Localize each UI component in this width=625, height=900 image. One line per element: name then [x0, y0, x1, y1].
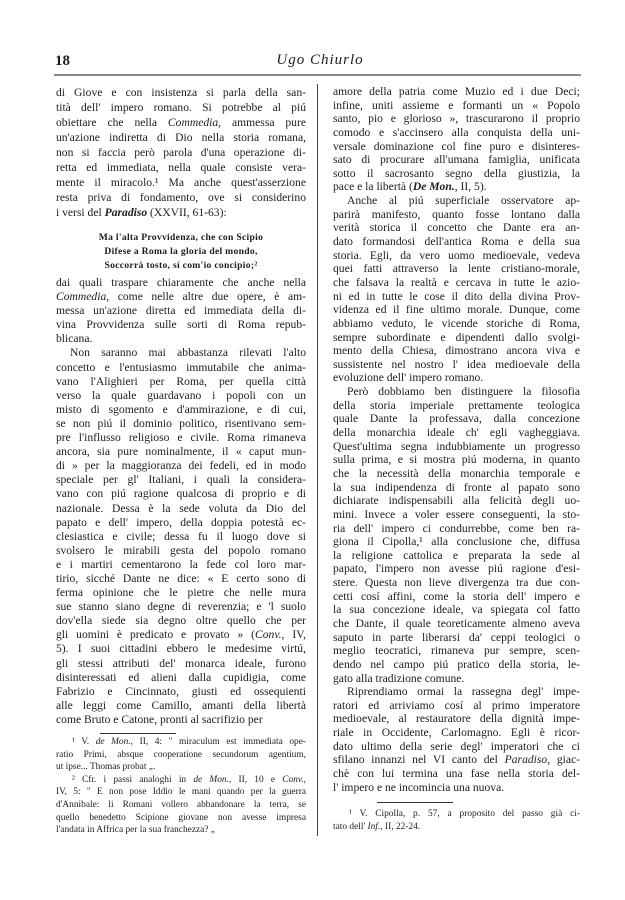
text-run: ni ed in tutte le cose il dito della divina Prov- — [333, 289, 580, 303]
text-run: tato dell' — [333, 821, 368, 832]
text-run: quale Dante la professava, dalla concezione — [333, 412, 580, 426]
text-line — [333, 576, 580, 590]
text-run: ammessa pure — [221, 116, 306, 129]
footnote — [56, 736, 306, 774]
text-line — [56, 304, 306, 318]
text-line — [333, 399, 580, 413]
text-line — [333, 276, 580, 290]
text-run: ancora, sia pure nominalmente, il « caput mun- — [56, 445, 306, 459]
text-line — [333, 303, 580, 317]
text-line — [56, 459, 306, 473]
text-line — [333, 385, 580, 399]
right-column — [333, 85, 580, 794]
text-run: infine, uniti assieme e formanti un « Popolo — [333, 98, 580, 112]
text-run: , giac- — [547, 753, 581, 767]
text-run: se non piú il dominio politico, risentivano sem- — [56, 416, 306, 430]
text-run: dai quali traspare chiaramente che anche nella — [56, 276, 306, 289]
text-line — [333, 494, 580, 508]
paragraph — [56, 85, 306, 220]
text-run: versale dominazione col fine puro e disinteres- — [333, 139, 580, 153]
emphasis-text: de Mon. — [95, 737, 131, 747]
text-line — [56, 403, 306, 417]
text-run: blicana. — [56, 332, 93, 346]
text-line — [333, 821, 580, 834]
text-line — [56, 657, 306, 671]
text-line — [56, 544, 306, 558]
text-line — [333, 262, 580, 276]
text-line — [56, 774, 306, 787]
paragraph — [56, 346, 306, 727]
text-run: mento della Chiesa, dimostrano ancora viva e — [333, 344, 580, 358]
text-run: vano con piú ragione qualcosa di proprio e di — [56, 487, 306, 501]
text-run: riale in Occidente, Carlomagno. Egli è ricor- — [333, 726, 580, 740]
text-line — [56, 572, 306, 586]
text-line — [333, 617, 580, 631]
left-footnotes — [56, 736, 306, 837]
text-line — [56, 502, 306, 516]
text-run: speciale per gl' Italiani, i quali la considera- — [56, 473, 306, 487]
text-line — [56, 786, 306, 799]
text-run: misto di sgomento e d'ammirazione, e di cui, — [56, 402, 306, 416]
text-line — [333, 699, 580, 713]
text-run: come Bruto e Catone, pronti al sacrifizio per — [56, 712, 263, 726]
verse-quote — [56, 231, 306, 273]
text-run: gli stessi attributi del' monarca ideale, furono — [56, 656, 306, 670]
text-line — [333, 249, 580, 263]
text-run: la sua indipendenza di fronte al papato sono — [333, 480, 580, 494]
text-run: papato, l'impero non avesse piú ragione d'esi- — [333, 562, 580, 576]
text-line — [56, 761, 306, 774]
text-line — [56, 736, 306, 749]
text-run: che Dante, il quale teoreticamente almeno aveva — [333, 616, 580, 630]
text-line — [333, 522, 580, 536]
paragraph — [333, 194, 580, 385]
text-run: e i martiri cementarono la fede col loro mar- — [56, 557, 306, 571]
text-run: ratori ed arriviamo cosí al primo imperatore — [333, 698, 580, 712]
text-run: dov'ella siede sia degno oltre quello che per — [56, 614, 306, 628]
text-line — [56, 100, 306, 115]
paragraph — [56, 276, 306, 346]
text-run: della storia imperiale prettamente teologica — [333, 398, 580, 412]
text-run: dendo nel campo piú pratico della storia, le- — [333, 657, 580, 671]
text-line — [333, 808, 580, 821]
text-line — [56, 290, 306, 304]
text-run: non si faccia però parola d'una operazione di- — [56, 146, 306, 159]
text-line — [56, 812, 306, 825]
text-run: parirà manifesto, quanto fosse lontano dalla — [333, 207, 580, 221]
emphasis-text: Conv. — [282, 774, 304, 785]
text-run: , II, 4: " miraculum est immediata ope- — [130, 737, 306, 747]
text-line — [56, 361, 306, 375]
text-run: Quest'ultima segna indubbiamente un progresso — [333, 439, 580, 453]
text-run: ¹ V. Cipolla, p. 57, a proposito del passo già ci- — [349, 809, 580, 819]
text-line — [333, 685, 580, 699]
text-line — [333, 344, 580, 358]
text-run: che falsava la realtà e cercava in tutte le azio- — [333, 275, 580, 289]
text-run: papato e dell' impero, della doppia potestà ec- — [56, 515, 306, 529]
text-line — [56, 175, 306, 190]
text-line — [333, 180, 580, 194]
text-line — [56, 713, 306, 727]
text-run: vina Provvidenza sulle sorti di Roma repub- — [56, 318, 306, 332]
emphasis-text: Commedia, — [167, 116, 222, 129]
text-run: sulla prima, e si mostra piú moderna, in quanto — [333, 453, 580, 467]
text-run: Ma l'alta Provvidenza, che con Scipio — [98, 232, 264, 243]
text-line — [333, 317, 580, 331]
text-run: la sua concezione ideale, va spiegata col fatto — [333, 603, 580, 617]
text-run: giona il Cipolla,¹ alla conclusione che, diffusa — [333, 535, 580, 549]
text-line — [333, 644, 580, 658]
text-line — [56, 685, 306, 699]
text-line — [333, 562, 580, 576]
text-run: ferma opinione che le pietre che nelle mura — [56, 586, 306, 600]
text-line — [333, 603, 580, 617]
text-line — [56, 85, 306, 100]
text-line — [56, 389, 306, 403]
text-line — [56, 530, 306, 544]
text-line — [333, 590, 580, 604]
text-run: messa un'azione diretta ed immediata della di- — [56, 304, 306, 318]
text-run: , II, 10 e — [228, 774, 283, 785]
text-line — [56, 115, 306, 130]
text-line — [56, 259, 306, 273]
emphasis-text: de Mon. — [193, 774, 229, 785]
text-line — [333, 85, 580, 99]
text-run: dichiarate indispensabili alla felicità degli uo- — [333, 494, 580, 508]
text-line — [56, 558, 306, 572]
paragraph — [333, 385, 580, 685]
text-line — [333, 167, 580, 181]
text-run: tirio, sicché Dante ne dice: « E certo sono di — [56, 571, 306, 585]
text-run: sfilano innanzi nel VI canto del — [333, 753, 505, 767]
text-run: gli uomini è predicato e provato » ( — [56, 628, 256, 642]
emphasis-text: Paradiso — [504, 753, 548, 767]
text-line — [333, 658, 580, 672]
text-run: i versi del — [56, 206, 105, 219]
text-run: chè con lui termina una fase nella storia del- — [333, 767, 580, 781]
text-line — [333, 767, 580, 781]
header-rule — [54, 74, 581, 76]
footnote — [333, 808, 580, 833]
text-line — [56, 642, 306, 656]
text-run: di » per la maggioranza dei fedeli, ed in modo — [56, 459, 306, 473]
text-run: amore della patria come Muzio ed i due Deci; — [333, 85, 580, 98]
text-line — [333, 467, 580, 481]
text-run: l' impero e ne incomincia una nuova. — [333, 780, 505, 794]
text-line — [56, 245, 306, 259]
text-run: storia. Egli, da vero uomo medioevale, vedeva — [333, 248, 580, 262]
text-run: ² Cfr. i passi analoghi in — [72, 774, 194, 785]
running-title: Ugo Chiurlo — [276, 52, 364, 68]
text-line — [56, 699, 306, 713]
text-run: , IV, — [281, 628, 307, 642]
text-line — [56, 487, 306, 501]
text-run: verità storica il concetto che Dante era an- — [333, 221, 580, 235]
text-run: obiettare che nella — [56, 116, 168, 129]
text-run: IV, 5: " E non pose Iddio le mani quando per la guerra — [56, 787, 306, 798]
page-number: 18 — [55, 53, 70, 69]
text-run: , II, 5). — [454, 180, 487, 194]
emphasis-text: Inf. — [367, 821, 381, 832]
text-line — [56, 614, 306, 628]
text-run: sussistente nel nostro l' idea medioevale della — [333, 357, 580, 371]
text-line — [333, 99, 580, 113]
paragraph — [333, 85, 580, 194]
text-run: che la necessità della monarchia temporale e — [333, 466, 580, 480]
text-line — [56, 431, 306, 445]
text-run: evoluzione dell' impero romano. — [333, 371, 484, 385]
text-run: pre l'influsso religioso e civile. Roma rimaneva — [56, 431, 306, 445]
text-line — [333, 208, 580, 222]
text-run: Però dobbiamo ben distinguere la filosofia — [347, 385, 580, 399]
text-run: dato ultimo della serie degl' imperatori che ci — [333, 739, 580, 753]
text-run: sotto il sacrosanto segno della giustizia, la — [333, 166, 580, 180]
text-run: concetto e l'entusiasmo immutabile che anima- — [56, 360, 306, 374]
text-line — [333, 672, 580, 686]
text-run: stere. Questa non lieve divergenza tra due con- — [333, 576, 580, 590]
text-run: mente il miracolo.¹ Ma anche quest'asserzione — [56, 176, 306, 189]
text-run: l'andata in Affrica per la sua franchezza? „ — [56, 825, 215, 836]
text-line — [333, 235, 580, 249]
text-line — [56, 628, 306, 642]
text-line — [333, 426, 580, 440]
text-run: (XXVII, 61-63): — [147, 206, 227, 219]
text-run: la religione cattolica e preparata la sede al — [333, 548, 580, 562]
text-line — [56, 824, 306, 837]
text-line — [56, 600, 306, 614]
text-run: Riprendiamo ormai la rassegna degl' impe- — [347, 685, 580, 699]
text-line — [333, 412, 580, 426]
text-line — [56, 473, 306, 487]
text-run: di Giove e con insistenza si parla della san- — [56, 86, 306, 99]
text-run: tità dell' impero romano. Si potrebbe al piú — [56, 101, 306, 114]
text-run: , — [303, 774, 307, 785]
text-line — [333, 481, 580, 495]
text-run: , come nelle altre due opere, è am- — [106, 290, 306, 304]
text-run: sempre subordinate e dipendenti dallo svolgi- — [333, 330, 580, 344]
text-line — [56, 276, 306, 290]
text-run: Non saranno mai abbastanza rilevati l'alto — [70, 346, 306, 360]
text-line — [333, 440, 580, 454]
text-run: della monarchia ideale ch' egli vagheggiava. — [333, 426, 580, 440]
text-line — [333, 221, 580, 235]
text-run: ratio Primi, absque cooperatione secundorum agentium, — [56, 749, 306, 760]
text-line — [333, 140, 580, 154]
text-run: alle leggi come Camillo, amanti della libertà — [56, 698, 306, 712]
text-run: un'azione indiretta di Dio nella storia romana, — [56, 131, 306, 144]
text-run: ¹ V. — [72, 737, 96, 747]
text-run: Soccorrà tosto, sí com'io concipio;² — [104, 260, 258, 271]
text-run: cetti cosí affini, come la storia dell' impero e — [333, 589, 580, 603]
text-run: videnza ed il fine ultimo morale. Dunque, come — [333, 303, 580, 317]
emphasis-text: Paradiso — [104, 206, 148, 219]
footnote — [56, 774, 306, 837]
text-line — [333, 549, 580, 563]
text-run: sato di procurare all'umana famiglia, unificata — [333, 153, 580, 167]
text-line — [333, 126, 580, 140]
text-run: comodo e s'accinsero alla conquista della uni- — [333, 125, 580, 139]
text-run: mini. Invece a voler essere conseguenti, la sto- — [333, 507, 580, 521]
text-line — [333, 508, 580, 522]
text-run: dato formandosi dell'antica Roma e della sua — [333, 235, 580, 249]
text-line — [333, 726, 580, 740]
emphasis-text: De Mon. — [412, 180, 455, 194]
text-run: vano l'Alighieri per Roma, per quella città — [56, 374, 306, 388]
text-run: sue stanno siano degne di reverenzia; e 'l suolo — [56, 600, 306, 614]
text-line — [333, 535, 580, 549]
text-run: 5). I suoi cittadini ebbero le medesime virtú, — [56, 642, 306, 656]
text-line — [56, 516, 306, 530]
footnote-rule — [377, 802, 453, 803]
text-run: Fabrizio e Cincinnato, giusti ed ossequienti — [56, 684, 306, 698]
text-run: santo, pio e glorioso », trascurarono il proprio — [333, 112, 580, 126]
text-run: ut ipse... Thomas probat „. — [56, 762, 156, 773]
left-column — [56, 85, 306, 727]
footnote-rule — [100, 733, 176, 734]
text-line — [333, 112, 580, 126]
right-footnotes — [333, 808, 580, 833]
text-line — [333, 194, 580, 208]
text-run: clesiastica e civile; dessa fu il luogo dove si — [56, 529, 306, 543]
text-line — [333, 358, 580, 372]
text-run: medioevale, al restauratore della dignità impe- — [333, 712, 580, 726]
text-run: , II, 22-24. — [380, 821, 421, 832]
text-line — [333, 631, 580, 645]
text-line — [333, 740, 580, 754]
text-run: meglio teocratici, rimaneva pur sempre, scen- — [333, 644, 580, 658]
text-line — [333, 331, 580, 345]
text-line — [333, 781, 580, 795]
text-line — [56, 586, 306, 600]
text-line — [56, 799, 306, 812]
text-line — [56, 205, 306, 220]
text-run: svolsero le mirabili gesta del popolo romano — [56, 543, 306, 557]
text-line — [56, 671, 306, 685]
text-line — [56, 346, 306, 360]
text-line — [56, 231, 306, 245]
text-run: abbiamo veduto, le vicende storiche di Roma, — [333, 316, 580, 330]
column-divider — [317, 84, 318, 836]
text-run: gato alla tradizione comune. — [333, 671, 465, 685]
text-line — [56, 375, 306, 389]
text-run: quei fatti attraverso la lente cristiano-morale, — [333, 262, 580, 276]
text-run: retta ed immediata, nella quale consiste vera- — [56, 161, 306, 174]
text-line — [333, 371, 580, 385]
text-run: Difese a Roma la gloria del mondo, — [104, 246, 258, 257]
text-run: saputo in parte liberarsi da' ceppi teologici o — [333, 630, 580, 644]
text-line — [333, 153, 580, 167]
emphasis-text: Conv. — [255, 628, 282, 642]
text-line — [333, 453, 580, 467]
text-line — [56, 145, 306, 160]
text-line — [56, 417, 306, 431]
text-line — [56, 160, 306, 175]
text-run: disinteressati ed alieni dalla cupidigia, come — [56, 670, 306, 684]
text-line — [333, 290, 580, 304]
text-line — [56, 130, 306, 145]
text-run: nazionale. Dessa è la sede voluta da Dio del — [56, 501, 306, 515]
text-line — [56, 332, 306, 346]
text-run: verso la quale guardavano i popoli con un — [56, 388, 306, 402]
text-run: Anche al piú superficiale osservatore ap- — [347, 194, 580, 208]
emphasis-text: Commedia — [56, 290, 107, 304]
text-line — [56, 445, 306, 459]
paragraph — [333, 685, 580, 794]
text-run: pace e la libertà ( — [333, 180, 413, 194]
text-run: ria dell' impero ci condurrebbe, come ben ra- — [333, 521, 580, 535]
text-line — [56, 318, 306, 332]
text-run: quello benedetto Scipione giovane non avesse impresa — [56, 812, 306, 823]
text-run: resta priva di fondamento, ove si considerino — [56, 191, 306, 204]
text-line — [333, 712, 580, 726]
text-run: d'Annibale: li Romani vollero abbandonare la terra, se — [56, 799, 306, 810]
text-line — [333, 753, 580, 767]
text-line — [56, 749, 306, 762]
text-line — [56, 190, 306, 205]
